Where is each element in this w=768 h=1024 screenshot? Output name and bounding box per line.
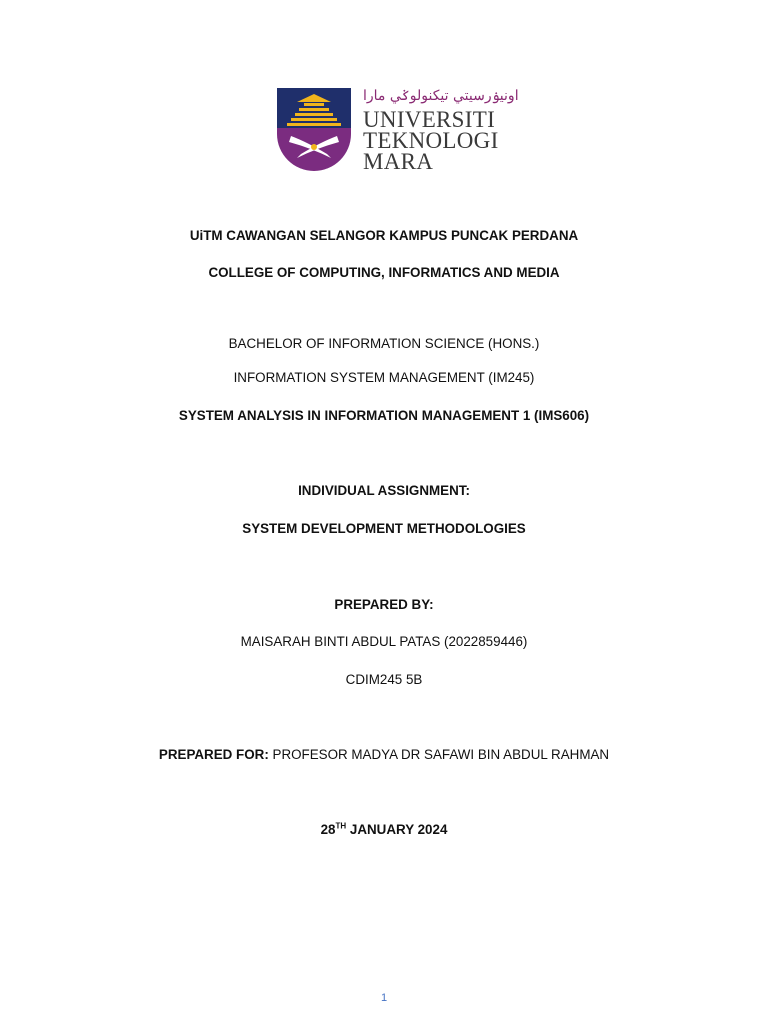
prepared-for-line <box>0 747 768 763</box>
college-heading: COLLEGE OF COMPUTING, INFORMATICS AND MEDIA <box>208 265 560 280</box>
assignment-type: INDIVIDUAL ASSIGNMENT: <box>298 483 470 498</box>
date-day: 28 <box>320 822 336 837</box>
page-number: 1 <box>380 992 388 1004</box>
logo-text-universiti: UNIVERSITI <box>363 107 496 132</box>
course-title: SYSTEM ANALYSIS IN INFORMATION MANAGEMENT 1 (IMS606) <box>178 408 590 423</box>
logo-text-teknologi: TEKNOLOGI <box>363 128 499 153</box>
prepared-by-label: PREPARED BY: <box>334 597 434 612</box>
logo-jawi-text: اونيۏرسيتي تيكنولوݢي مارا <box>363 88 519 104</box>
programme-name: BACHELOR OF INFORMATION SCIENCE (HONS.) <box>228 336 540 351</box>
campus-heading: UiTM CAWANGAN SELANGOR KAMPUS PUNCAK PERDANA <box>189 228 579 243</box>
date-month-year: JANUARY 2024 <box>349 822 448 837</box>
class-group: CDIM245 5B <box>345 672 423 687</box>
uitm-shield-icon <box>277 88 351 172</box>
programme-code: INFORMATION SYSTEM MANAGEMENT (IM245) <box>233 370 535 385</box>
student-name: MAISARAH BINTI ABDUL PATAS (2022859446) <box>240 634 528 649</box>
lecturer-name: PROFESOR MADYA DR SAFAWI BIN ABDUL RAHMAN <box>272 747 610 762</box>
date-suffix: TH <box>335 821 347 831</box>
prepared-for-label: PREPARED FOR: <box>158 747 269 762</box>
submission-date <box>0 822 768 838</box>
uitm-logo <box>277 88 519 174</box>
assignment-title: SYSTEM DEVELOPMENT METHODOLOGIES <box>242 521 526 536</box>
logo-text-mara: MARA <box>363 149 434 174</box>
